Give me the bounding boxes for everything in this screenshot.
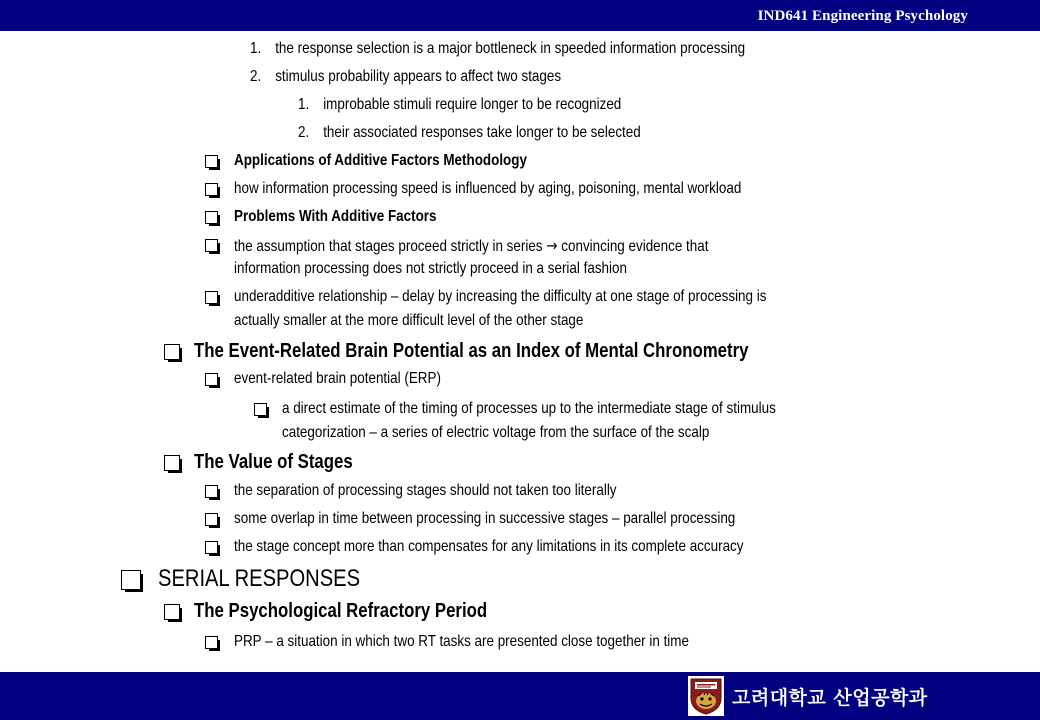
section-heading: The Event-Related Brain Potential as an Index of Mental Chronometry [194, 340, 749, 362]
numbered-subitem [298, 124, 641, 142]
arrow-right-icon: → [546, 236, 558, 255]
checkbox-bullet-icon [164, 455, 180, 471]
checkbox-bullet-icon [205, 485, 218, 498]
bullet-text: the stage concept more than compensates for any limitations in its complete accuracy [234, 538, 744, 555]
section-heading: The Psychological Refractory Period [194, 600, 488, 622]
university-crest-icon [688, 676, 724, 716]
checkbox-bullet-icon [205, 155, 218, 168]
item-number: 2. [250, 68, 262, 85]
bullet-text-continuation: information processing does not strictly proceed in a serial fashion [234, 260, 627, 277]
bullet-text: Problems With Additive Factors [234, 208, 437, 225]
bullet-text: how information processing speed is influenced by aging, poisoning, mental workload [234, 180, 742, 197]
checkbox-bullet-icon [205, 183, 218, 196]
main-heading: SERIAL RESPONSES [158, 565, 361, 592]
bullet-text: PRP – a situation in which two RT tasks are presented close together in time [234, 633, 689, 650]
bullet-text-part: the assumption that stages proceed strictly in series [234, 238, 543, 255]
item-number: 1. [250, 40, 262, 57]
checkbox-bullet-icon [205, 513, 218, 526]
numbered-item [250, 40, 745, 58]
item-number: 2. [298, 124, 310, 141]
item-text: their associated responses take longer to be selected [323, 124, 641, 141]
checkbox-bullet-icon [254, 403, 267, 416]
department-name: 고려대학교 산업공학과 [732, 687, 928, 709]
bullet-text: underadditive relationship – delay by increasing the difficulty at one stage of processing is [234, 288, 767, 305]
bullet-text-part: convincing evidence that [561, 238, 709, 255]
bullet-text: some overlap in time between processing in successive stages – parallel processing [234, 510, 736, 527]
checkbox-bullet-icon [121, 570, 141, 590]
item-text: the response selection is a major bottleneck in speeded information processing [275, 40, 746, 57]
section-heading: The Value of Stages [194, 451, 353, 473]
checkbox-bullet-icon [205, 541, 218, 554]
checkbox-bullet-icon [164, 604, 180, 620]
checkbox-bullet-icon [205, 211, 218, 224]
item-text: improbable stimuli require longer to be recognized [323, 96, 622, 113]
item-text: stimulus probability appears to affect two stages [275, 68, 562, 85]
bullet-text-continuation: categorization – a series of electric voltage from the surface of the scalp [282, 424, 710, 441]
checkbox-bullet-icon [205, 636, 218, 649]
item-number: 1. [298, 96, 310, 113]
checkbox-bullet-icon [164, 344, 180, 360]
bullet-text [234, 236, 708, 256]
bullet-text-continuation: actually smaller at the more difficult level of the other stage [234, 312, 584, 329]
checkbox-bullet-icon [205, 373, 218, 386]
bullet-text: a direct estimate of the timing of processes up to the intermediate stage of stimulus [282, 400, 776, 417]
checkbox-bullet-icon [205, 239, 218, 252]
bullet-text: Applications of Additive Factors Methodology [234, 152, 527, 169]
checkbox-bullet-icon [205, 291, 218, 304]
numbered-subitem [298, 96, 621, 114]
bullet-text: the separation of processing stages should not taken too literally [234, 482, 617, 499]
bullet-text: event-related brain potential (ERP) [234, 370, 441, 387]
numbered-item [250, 68, 561, 86]
course-title: IND641 Engineering Psychology [757, 8, 968, 24]
